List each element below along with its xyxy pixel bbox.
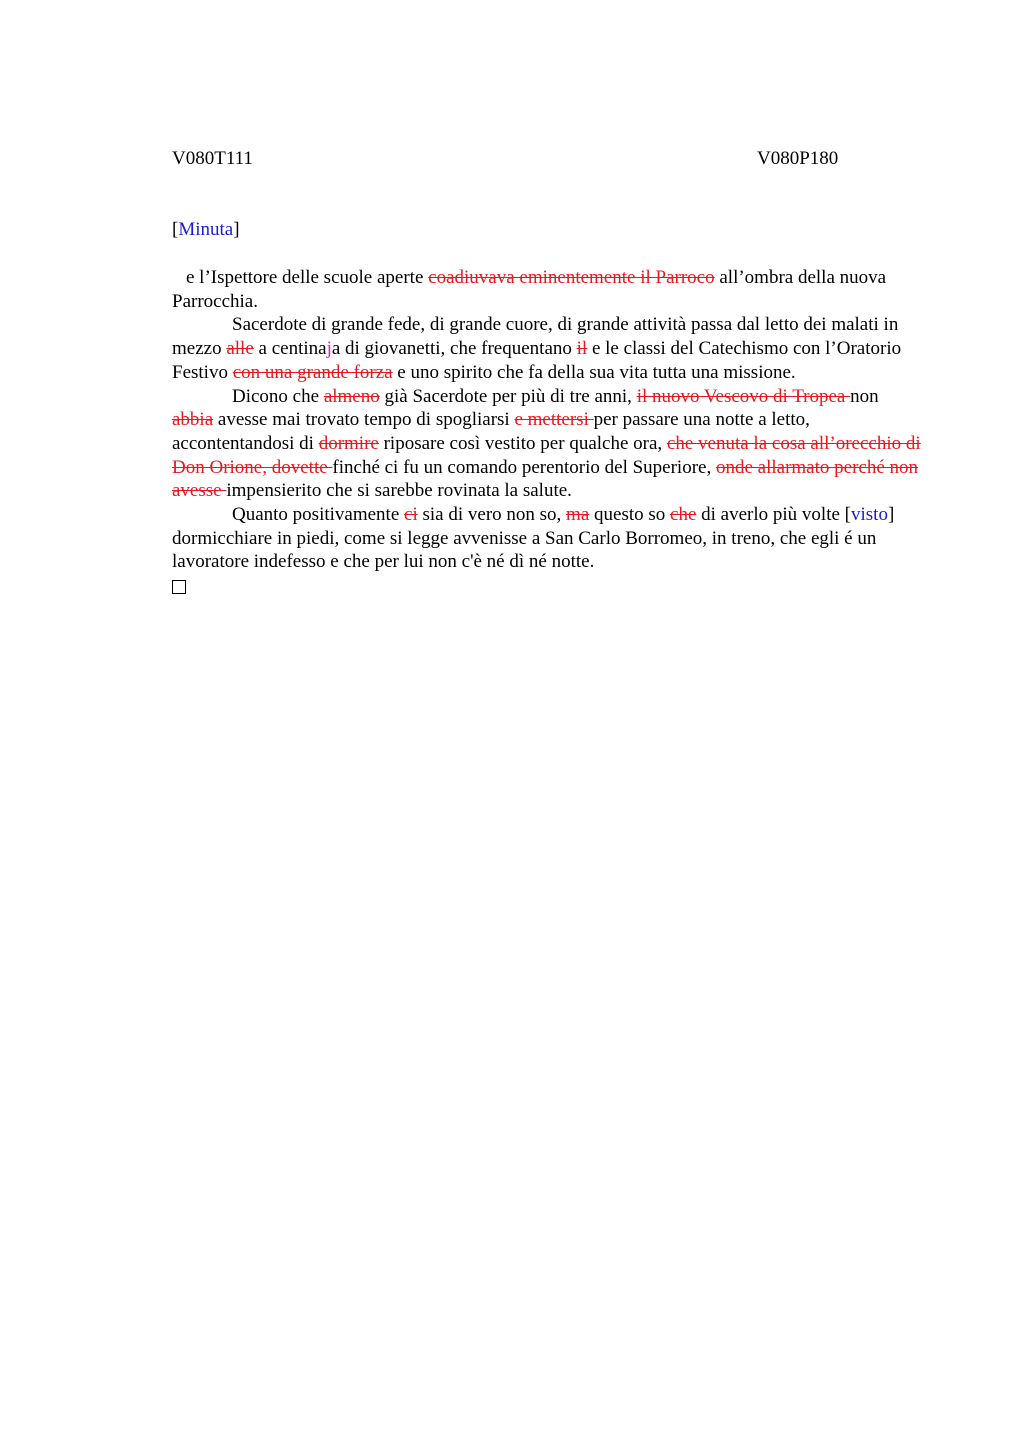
text-run: per passare una notte a letto, accontentandosi di (172, 409, 810, 454)
deleted-text: alle (226, 338, 254, 360)
editorial-text: visto (851, 504, 888, 526)
text-run: riposare così vestito per qualche ora, (378, 432, 667, 454)
end-of-document-marker (172, 574, 922, 601)
text-run: ] dormicchiare in piedi, come si legge avvenisse a San Carlo Borromeo, in treno, che egli é un lavoratore indefesso e che per lui non c'è né dì né notte. (172, 504, 895, 573)
text-run: Sacerdote di grande fede, di grande cuore, di grande attività passa dal letto dei malati in mezzo (172, 314, 899, 360)
bracket-open: [ (172, 219, 179, 240)
text-run: Quanto positivamente (232, 504, 405, 526)
document-type-label (172, 218, 240, 242)
document-code-right: V080P180 (757, 148, 839, 169)
paragraph-3 (172, 385, 922, 504)
text-run: a di giovanetti, che frequentano (331, 338, 577, 360)
paragraph-1 (172, 266, 922, 313)
text-run: e uno spirito che fa della sua vita tutta una missione. (392, 361, 796, 383)
text-run: all’ombra della nuova Parrocchia. (172, 267, 887, 312)
text-run: avesse mai trovato tempo di spogliarsi (213, 409, 515, 431)
deleted-text: il (576, 338, 588, 360)
text-run: e le classi del Catechismo con l’Oratorio Festivo (172, 338, 902, 383)
text-run: impensierito che si sarebbe rovinata la salute. (226, 480, 572, 502)
text-run: sia di vero non so, (417, 504, 567, 526)
deleted-text: onde allarmato perché non avesse (172, 456, 919, 502)
deleted-text: dormire (318, 432, 379, 454)
deleted-text: abbia (172, 409, 214, 431)
text-run: finché ci fu un comando perentorio del Superiore, (332, 456, 716, 478)
inserted-text: j (326, 338, 332, 360)
text-run: non (850, 385, 879, 407)
deleted-text: con una grande forza (232, 361, 393, 383)
deleted-text: almeno (323, 385, 380, 407)
document-type-text: Minuta (178, 219, 234, 240)
deleted-text: coadiuvava eminentemente il Parroco (428, 267, 715, 288)
transcription-body (172, 266, 922, 601)
deleted-text: che (670, 504, 697, 526)
square-icon (172, 580, 186, 594)
document-code-left: V080T111 (172, 148, 253, 169)
deleted-text: che venuta la cosa all’orecchio di Don Orione, dovette (172, 432, 921, 478)
text-run: questo so (589, 504, 671, 526)
deleted-text: il nuovo Vescovo di Tropea (636, 385, 851, 407)
text-run: a centina (253, 338, 327, 360)
text-run: Dicono che (232, 385, 324, 407)
deleted-text: e mettersi (514, 409, 594, 431)
text-run: di averlo più volte [ (696, 504, 851, 526)
paragraph-2 (172, 313, 922, 384)
text-run: e l’Ispettore delle scuole aperte (186, 267, 429, 288)
bracket-close: ] (233, 219, 240, 240)
text-run: già Sacerdote per più di tre anni, (379, 385, 637, 407)
paragraph-4 (172, 503, 922, 574)
deleted-text: ma (566, 504, 590, 526)
deleted-text: ci (404, 504, 418, 526)
